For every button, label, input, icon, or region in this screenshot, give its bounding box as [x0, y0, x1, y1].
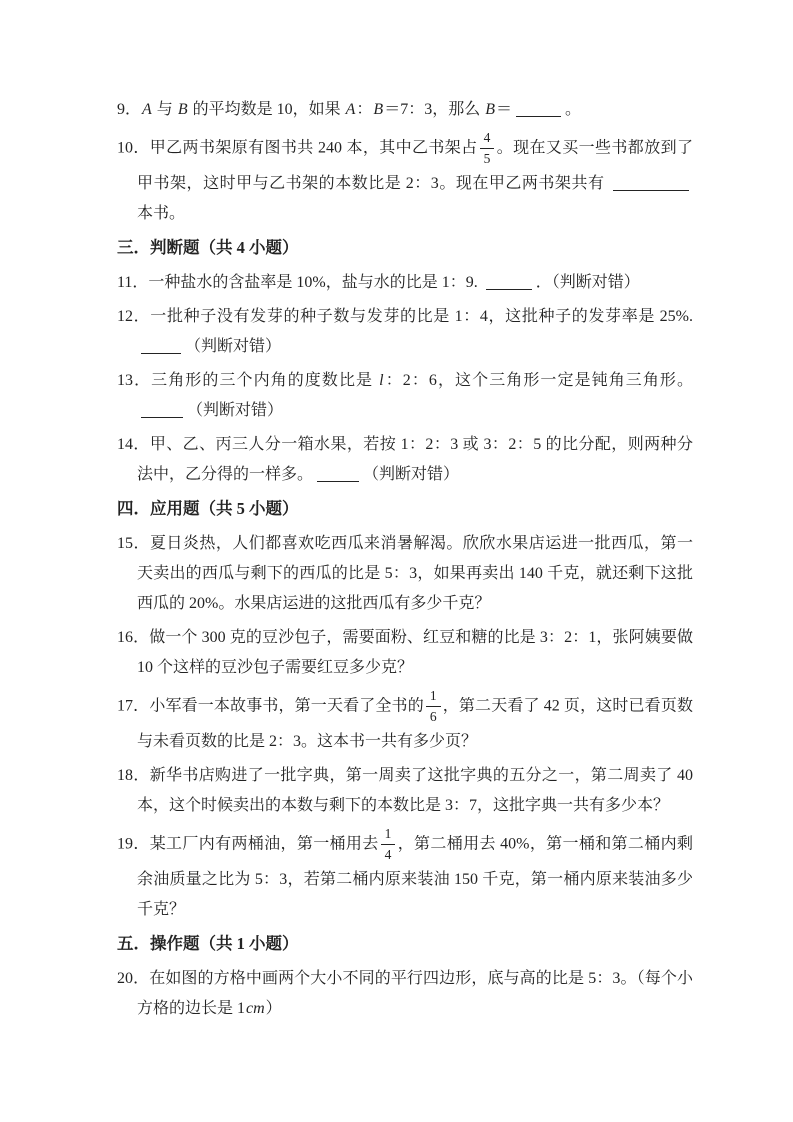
question-text: 一种盐水的含盐率是 10%，盐与水的比是 1：9. — [148, 274, 482, 291]
answer-blank — [141, 338, 181, 354]
question-number: 18． — [117, 767, 150, 784]
question-12 — [117, 302, 693, 362]
question-text: （判断对错） — [187, 402, 284, 419]
math-variable: l — [379, 372, 384, 389]
question-9 — [117, 95, 693, 125]
question-text: 的平均数是 10，如果 — [188, 101, 345, 118]
question-19 — [117, 825, 693, 925]
fraction-denominator: 6 — [429, 708, 437, 724]
question-text: 夏日炎热，人们都喜欢吃西瓜来消暑解渴。欣欣水果店运进一批西瓜，第一天卖出的西瓜与剩下的西瓜的比是 5：3，如果再卖出 140 千克，就还剩下这批西瓜的 20%。水果店运进的这批西瓜有多少千克？ — [137, 535, 693, 612]
question-17 — [117, 687, 693, 757]
question-text: 小军看一本故事书，第一天看了全书的 — [149, 697, 424, 715]
question-number: 15． — [117, 535, 150, 552]
fraction — [381, 825, 396, 863]
question-text: 本书。 — [137, 205, 186, 222]
math-variable: B — [373, 101, 384, 118]
question-text: 新华书店购进了一批字典，第一周卖了这批字典的五分之一，第二周卖了 40 本，这个时候卖出的本数与剩下的本数比是 3：7，这批字典一共有多少本？ — [137, 767, 693, 814]
question-text: 与 — [152, 101, 177, 118]
question-14 — [117, 430, 693, 490]
question-11 — [117, 268, 693, 298]
math-variable: cm — [246, 1000, 265, 1017]
fraction — [480, 129, 495, 167]
section-heading: 四．应用题（共 5 小题） — [117, 499, 299, 518]
fraction-numerator: 1 — [381, 825, 396, 845]
answer-blank — [486, 274, 532, 290]
question-text: 在如图的方格中画两个大小不同的平行四边形，底与高的比是 5：3。（每个小方格的边长是 1 — [137, 970, 693, 1017]
section-heading: 三．判断题（共 4 小题） — [117, 238, 299, 257]
question-15 — [117, 529, 693, 619]
question-text: 。 — [565, 101, 582, 118]
question-text: ，第二天看了 42 页，这时已看页数与未看页数的比是 2：3。这本书一共有多少页？ — [137, 697, 693, 750]
question-number: 14． — [117, 436, 150, 453]
question-text: 做一个 300 克的豆沙包子，需要面粉、红豆和糖的比是 3：2：1，张阿姨要做 10 个这样的豆沙包子需要红豆多少克？ — [137, 629, 693, 676]
question-text: ＝ — [495, 101, 512, 118]
question-16 — [117, 623, 693, 683]
answer-blank — [516, 101, 561, 117]
question-number: 12． — [117, 308, 151, 325]
section-heading: 五．操作题（共 1 小题） — [117, 934, 299, 953]
question-text: 三角形的三个内角的度数比是 — [151, 372, 379, 389]
question-18 — [117, 761, 693, 821]
math-variable: A — [142, 101, 152, 118]
question-10 — [117, 129, 693, 229]
fraction-numerator: 4 — [480, 129, 495, 149]
question-text: ：2：6，这个三角形一定是钝角三角形。 — [384, 372, 693, 389]
answer-blank — [141, 402, 183, 418]
question-text: 某工厂内有两桶油，第一桶用去 — [149, 835, 379, 853]
math-variable: B — [485, 101, 495, 118]
question-text: （判断对错） — [363, 466, 460, 483]
question-number: 9． — [117, 101, 142, 118]
question-number: 16． — [117, 629, 150, 646]
question-text: （判断对错） — [185, 338, 282, 355]
math-variable: A — [345, 101, 356, 118]
answer-blank — [613, 175, 689, 191]
math-variable: B — [177, 101, 188, 118]
question-text: 一批种子没有发芽的种子数与发芽的比是 1：4，这批种子的发芽率是 25%. — [150, 308, 693, 325]
question-text: ，第二桶用去 40%，第一桶和第二桶内剩余油质量之比为 5：3，若第二桶内原来装油 150 千克，第一桶内原来装油多少千克？ — [137, 835, 693, 918]
question-number: 20． — [117, 970, 150, 987]
question-text: ＝7：3，那么 — [384, 101, 485, 118]
question-text: 甲乙两书架原有图书共 240 本，其中乙书架占 — [149, 139, 478, 157]
question-text: 甲、乙、丙三人分一箱水果，若按 1：2：3 或 3：2：5 的比分配，则两种分法中，乙分得的一样多。 — [137, 436, 693, 483]
question-text: 。现在又买一些书都放到了甲书架，这时甲与乙书架的本数比是 2：3。现在甲乙两书架共有 — [137, 139, 693, 192]
question-13 — [117, 366, 693, 426]
answer-blank — [317, 466, 359, 482]
fraction — [426, 687, 441, 725]
fraction-denominator: 4 — [384, 846, 392, 862]
question-number: 19． — [117, 835, 150, 853]
question-20 — [117, 964, 693, 1024]
question-number: 17． — [117, 697, 150, 715]
question-number: 10． — [117, 139, 150, 157]
question-text: ．（判断对错） — [535, 274, 640, 291]
question-number: 11． — [117, 274, 149, 291]
question-text: ） — [265, 1000, 282, 1017]
question-text: ： — [356, 101, 373, 118]
question-number: 13． — [117, 372, 152, 389]
fraction-denominator: 5 — [483, 150, 491, 166]
fraction-numerator: 1 — [426, 687, 441, 707]
